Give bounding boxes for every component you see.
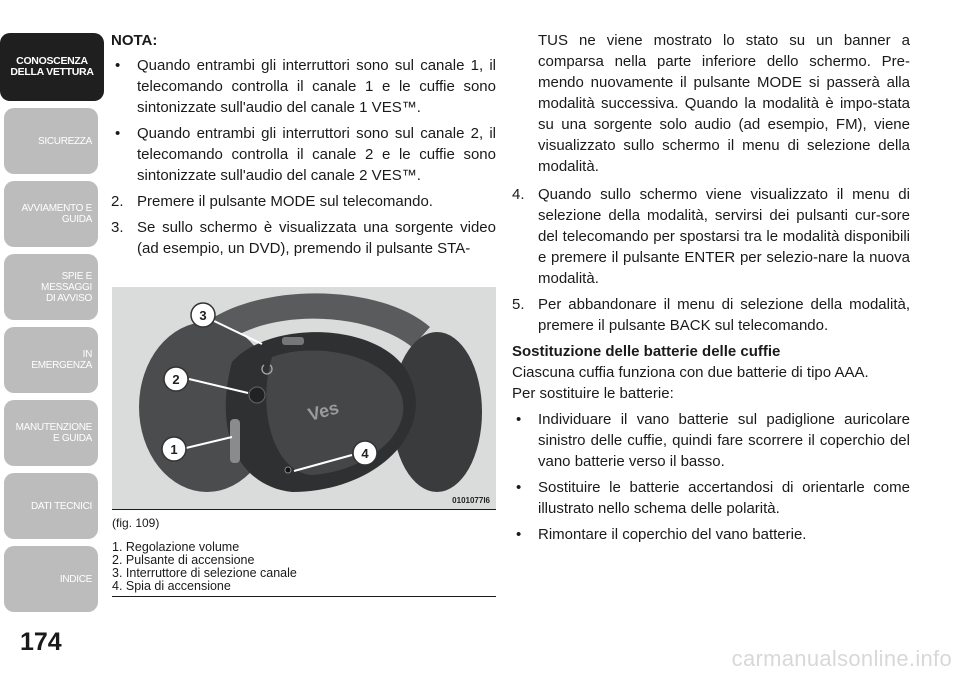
- step-number: 3.: [111, 219, 124, 236]
- headphones-figure: [112, 287, 496, 510]
- bullet-marker: •: [115, 57, 121, 74]
- bullet-text: Individuare il vano batterie sul padiglione auricolare sinistro delle cuffie, quindi fare scorrere il coperchio del vano batterie verso il basso.: [538, 411, 910, 470]
- left-column: [111, 30, 496, 264]
- power-button-shape: [249, 387, 265, 403]
- bullet-marker: •: [516, 479, 522, 496]
- callout-4-label: 4: [361, 446, 369, 461]
- volume-wheel-shape: [230, 419, 240, 463]
- tab-sicurezza[interactable]: [4, 108, 98, 174]
- callout-3: [191, 303, 215, 327]
- step-4: [512, 184, 910, 289]
- step-number: 4.: [512, 186, 525, 203]
- tab-dati-tecnici[interactable]: [4, 473, 98, 539]
- tab-label: INDICE: [59, 573, 92, 585]
- callout-1: [162, 437, 186, 461]
- step-3: [111, 217, 496, 259]
- power-led-shape: [285, 467, 291, 473]
- battery-bullet: [512, 524, 910, 545]
- tab-label: MANUTENZIONE E GUIDA: [15, 422, 92, 444]
- bullet-text: Quando entrambi gli interruttori sono sul canale 1, il telecomando controlla il canale 1 e le cuffie sono sintonizzate sull'audio del canale 1 VES™.: [137, 57, 496, 116]
- step-text: Per abbandonare il menu di selezione della modalità, premere il pulsante BACK sul telecomando.: [538, 296, 910, 334]
- tab-in-emergenza[interactable]: [4, 327, 98, 393]
- bullet-text: Rimontare il coperchio del vano batterie.: [538, 526, 807, 543]
- tab-label: CONOSCENZA DELLA VETTURA: [10, 55, 94, 78]
- step-2: [111, 191, 496, 212]
- step-text: Se sullo schermo è visualizzata una sorgente video (ad esempio, un DVD), premendo il pulsante STA-: [137, 219, 496, 257]
- tab-label: DATI TECNICI: [30, 500, 92, 512]
- figure-code: 0101077l6: [452, 496, 490, 505]
- tab-conoscenza-della-vettura[interactable]: [0, 33, 104, 101]
- step-number: 5.: [512, 296, 525, 313]
- bullet-text: Quando entrambi gli interruttori sono sul canale 2, il telecomando controlla il canale 2 e le cuffie sono sintonizzate sull'audio del canale 2 VES™.: [137, 125, 496, 184]
- figure-caption: (fig. 109): [112, 516, 160, 530]
- step-3-continued: [512, 30, 910, 177]
- channel-switch-shape: [282, 337, 304, 345]
- step-text: Quando sullo schermo viene visualizzato il menu di selezione della modalità, servirsi dei pulsanti cur-sore del telecomando per spostarsi tra le modalità disponibili e premere il pulsante ENTER per selezio-nare la nuova modalità.: [538, 186, 910, 287]
- headphones-illustration: [112, 287, 496, 509]
- callout-3-label: 3: [199, 308, 207, 323]
- battery-bullet: [512, 477, 910, 519]
- step-text: Premere il pulsante MODE sul telecomando.: [137, 193, 433, 210]
- step-text: TUS ne viene mostrato lo stato su un banner a comparsa nella parte inferiore dello schermo. Pre-mendo nuovamente il pulsante MODE si passerà alla modalità successiva. Quando la modalità è impo-stata su una sorgente solo audio (ad esempio, FM), viene visualizzato sullo schermo il menu di selezione della modalità.: [538, 32, 910, 175]
- bullet-marker: •: [516, 526, 522, 543]
- bullet-text: Sostituire le batterie accertandosi di orientarle come illustrato nello schema delle polarità.: [538, 479, 910, 517]
- tab-label: SPIE E MESSAGGI DI AVVISO: [41, 270, 92, 304]
- nota-bullet: [111, 123, 496, 186]
- intro-text: Ciascuna cuffia funziona con due batterie di tipo AAA.: [512, 364, 869, 381]
- tab-avviamento-e-guida[interactable]: [4, 181, 98, 247]
- tab-spie-e-messaggi[interactable]: [4, 254, 98, 320]
- bullet-marker: •: [115, 125, 121, 142]
- page-number: 174: [20, 628, 62, 656]
- nota-bullet: [111, 55, 496, 118]
- bullet-marker: •: [516, 411, 522, 428]
- callout-1-label: 1: [170, 442, 178, 457]
- legend-item: 1. Regolazione volume: [112, 540, 240, 554]
- callout-2: [164, 367, 188, 391]
- legend-item: 3. Interruttore di selezione canale: [112, 566, 297, 580]
- figure-legend: [112, 541, 496, 597]
- nota-heading: NOTA:: [111, 32, 158, 49]
- battery-bullet: [512, 409, 910, 472]
- ves-logo: Ves: [305, 397, 342, 425]
- sidebar-tabs: [0, 0, 100, 678]
- tab-indice[interactable]: [4, 546, 98, 612]
- legend-item: 4. Spia di accensione: [112, 579, 231, 593]
- callout-2-label: 2: [172, 372, 180, 387]
- tab-manutenzione[interactable]: [4, 400, 98, 466]
- callout-4: [353, 441, 377, 465]
- legend-item: 2. Pulsante di accensione: [112, 553, 255, 567]
- tab-label: AVVIAMENTO E GUIDA: [21, 203, 92, 225]
- tab-label: IN EMERGENZA: [31, 349, 92, 371]
- intro-text: Per sostituire le batterie:: [512, 385, 674, 402]
- step-5: [512, 294, 910, 336]
- right-column: [512, 30, 910, 550]
- watermark: carmanualsonline.info: [731, 646, 952, 671]
- tab-label: SICUREZZA: [38, 135, 92, 147]
- section-heading: Sostituzione delle batterie delle cuffie: [512, 343, 781, 360]
- step-number: 2.: [111, 193, 124, 210]
